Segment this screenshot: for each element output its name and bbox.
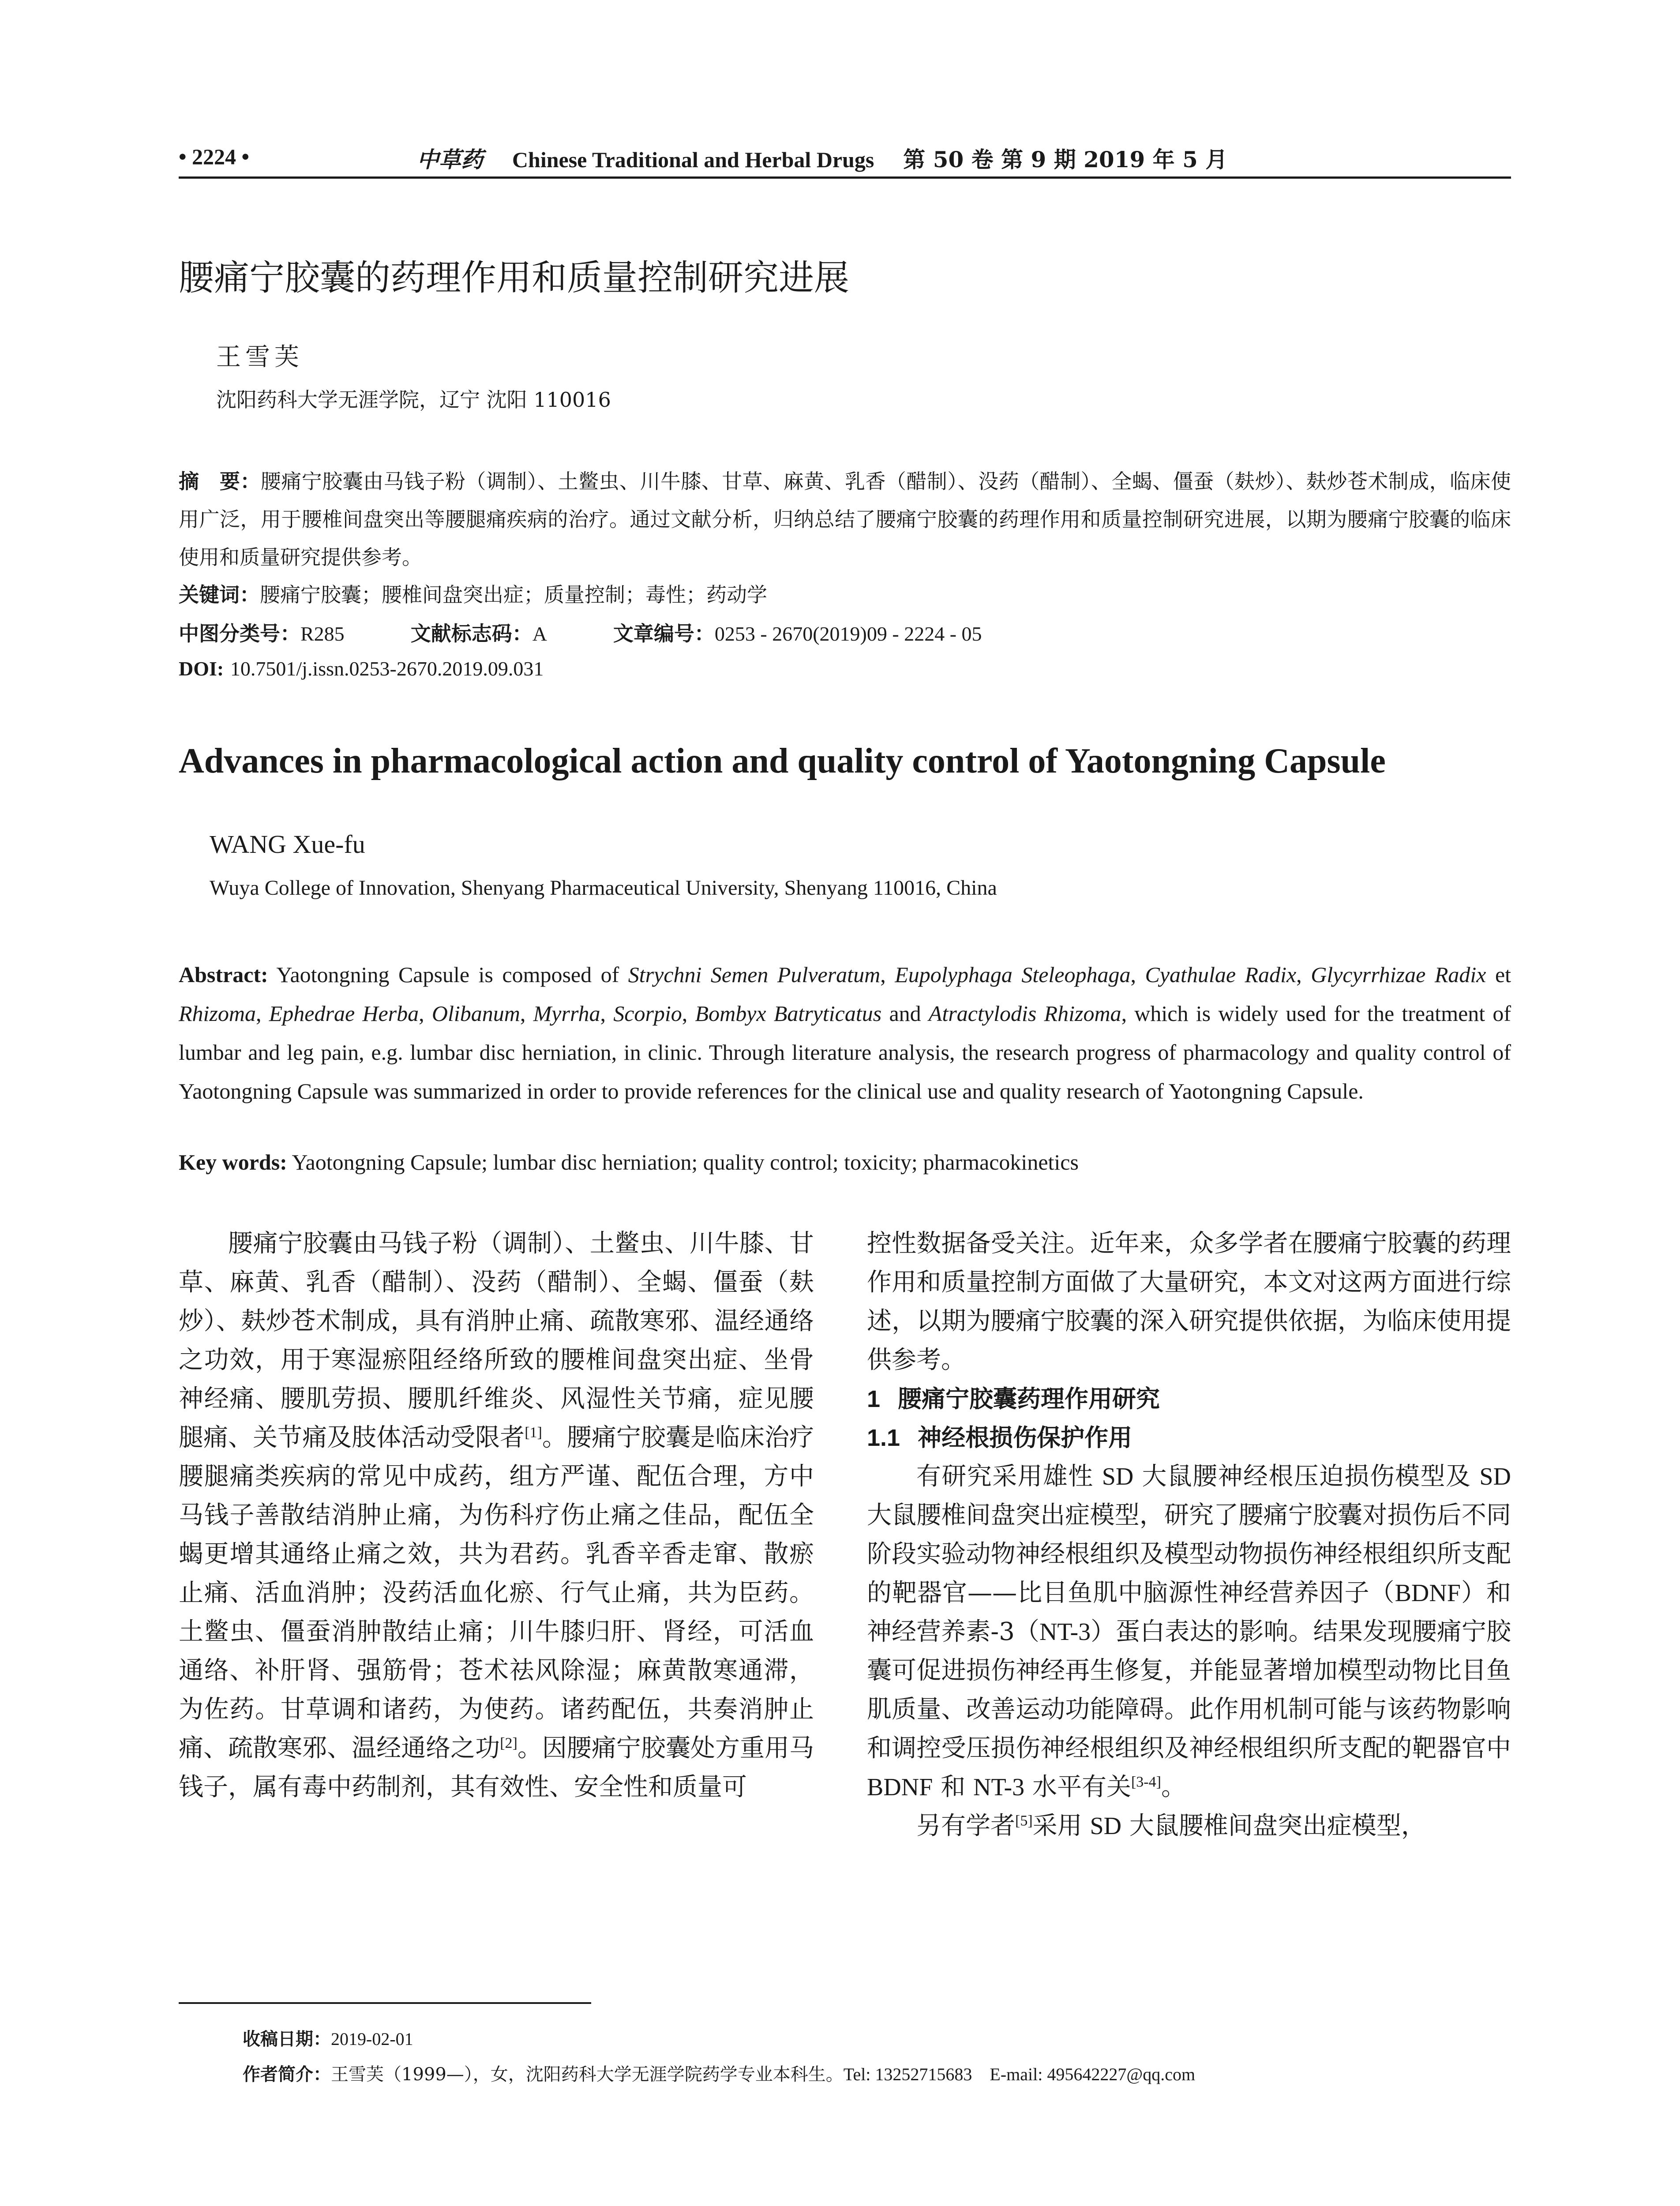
author-cn: 王雪芙 bbox=[216, 343, 304, 371]
latin-name: Olibanum bbox=[431, 1001, 520, 1026]
abstract-en-label: Abstract: bbox=[179, 962, 268, 987]
body-text: 另有学者 bbox=[916, 1812, 1015, 1840]
keywords-cn-label: 关键词： bbox=[179, 583, 260, 607]
latin-name: Rhizoma bbox=[179, 1001, 256, 1026]
body-text: 采用 bbox=[1032, 1812, 1090, 1840]
author-en: WANG Xue-fu bbox=[210, 830, 365, 859]
keywords-cn-text: 腰痛宁胶囊；腰椎间盘突出症；质量控制；毒性；药动学 bbox=[260, 583, 767, 607]
abstract-en-text: Yaotongning Capsule is composed of bbox=[268, 962, 628, 987]
body-text: 大鼠腰神经根压迫损伤模型及 bbox=[1133, 1462, 1480, 1491]
bio-label: 作者简介： bbox=[243, 2064, 331, 2085]
citation-ref[interactable]: [2] bbox=[500, 1735, 518, 1752]
classification-row bbox=[179, 618, 982, 647]
body-term: SD bbox=[1090, 1812, 1122, 1840]
article-title-cn: 腰痛宁胶囊的药理作用和质量控制研究进展 bbox=[179, 257, 849, 298]
section-number: 1.1 bbox=[867, 1425, 900, 1451]
keywords-en-label: Key words: bbox=[179, 1150, 287, 1174]
abstract-en-text: , bbox=[682, 1001, 695, 1026]
abstract-cn-text: 腰痛宁胶囊由马钱子粉（调制）、土鳖虫、川牛膝、甘草、麻黄、乳香（醋制）、没药（醋制）、全蝎、僵蚕（麸炒）、麸炒苍术制成，临床使用广泛，用于腰椎间盘突出等腰腿痛疾病的治疗。通过文献分析，归纳总结了腰痛宁胶囊的药理作用和质量控制研究进展，以期为腰痛宁胶囊的临床使用和质量研究提供参考。 bbox=[179, 469, 1511, 569]
body-column-left bbox=[179, 1224, 814, 1807]
abstract-en-text: et bbox=[1486, 962, 1511, 987]
doc-code-value: A bbox=[532, 623, 547, 645]
body-paragraph bbox=[867, 1224, 1511, 1380]
latin-name: Eupolyphaga Steleophaga bbox=[895, 962, 1131, 987]
doi-label: DOI: bbox=[179, 657, 224, 680]
section-title: 神经根损伤保护作用 bbox=[918, 1424, 1132, 1452]
article-no-label: 文章编号： bbox=[613, 622, 715, 645]
section-title: 腰痛宁胶囊药理作用研究 bbox=[898, 1385, 1160, 1413]
body-text: ）和神经营养素-3（ bbox=[867, 1579, 1511, 1646]
body-text: 。腰痛宁胶囊是临床治疗腰腿痛类疾病的常见中成药，组方严谨、配伍合理，方中马钱子善散结消肿止痛，为伤科疗伤止痛之佳品，配伍全蝎更增其通络止痛之效，共为君药。乳香辛香走窜、散瘀止痛、活血消肿；没药活血化瘀、行气止痛，共为臣药。土鳖虫、僵蚕消肿散结止痛；川牛膝归肝、肾经，可活血通络、补肝肾、强筋骨；苍术祛风除湿；麻黄散寒通滞，为佐药。甘草调和诸药，为使药。诸药配伍，共奏消肿止痛、疏散寒邪、温经通络之功 bbox=[179, 1423, 814, 1763]
citation-ref[interactable]: [5] bbox=[1015, 1812, 1033, 1829]
body-paragraph bbox=[179, 1224, 814, 1807]
body-term: SD bbox=[1102, 1463, 1134, 1490]
body-term: NT-3 bbox=[973, 1774, 1025, 1801]
abstract-en-text: , bbox=[520, 1001, 533, 1026]
body-term: BDNF bbox=[867, 1774, 933, 1801]
latin-name: Scorpio bbox=[613, 1001, 682, 1026]
body-term: SD bbox=[1479, 1463, 1511, 1490]
body-term: BDNF bbox=[1395, 1579, 1461, 1607]
body-text: 有研究采用雄性 bbox=[916, 1462, 1102, 1491]
section-heading-1 bbox=[867, 1380, 1511, 1418]
body-column-right bbox=[867, 1224, 1511, 1846]
doi-value[interactable]: 10.7501/j.issn.0253-2670.2019.09.031 bbox=[230, 657, 544, 680]
citation-ref[interactable]: [3-4] bbox=[1131, 1774, 1161, 1790]
body-text: 水平有关 bbox=[1024, 1773, 1131, 1801]
issue-info: 第 50 卷 第 9 期 2019 年 5 月 bbox=[903, 146, 1228, 173]
affiliation-en: Wuya College of Innovation, Shenyang Pharmaceutical University, Shenyang 110016, China bbox=[210, 876, 997, 900]
body-text: 控性数据备受关注。近年来，众多学者在腰痛宁胶囊的药理作用和质量控制方面做了大量研究，本文对这两方面进行综述，以期为腰痛宁胶囊的深入研究提供依据，为临床使用提供参考。 bbox=[867, 1229, 1511, 1374]
section-number: 1 bbox=[867, 1386, 881, 1412]
body-text: 。 bbox=[1161, 1773, 1186, 1801]
keywords-en bbox=[179, 1149, 1079, 1175]
latin-name: Strychni Semen Pulveratum bbox=[628, 962, 881, 987]
received-date bbox=[243, 2025, 413, 2050]
latin-name: Bombyx Batryticatus bbox=[695, 1001, 882, 1026]
latin-name: Myrrha bbox=[533, 1001, 600, 1026]
abstract-en-text: , bbox=[256, 1001, 269, 1026]
header-rule bbox=[179, 176, 1511, 179]
journal-name: Chinese Traditional and Herbal Drugs bbox=[512, 147, 874, 172]
latin-name: Glycyrrhizae Radix bbox=[1311, 962, 1486, 987]
abstract-en-text: , which is widely used for the treatment of lumbar and leg pain, e.g. lumbar disc herniation, in clinic. Through literature analysis, the research progress of pharmacology and quality control of Yaotongning Capsule was summarized in order to provide references for the clinical use and quality research of Yaotongning Capsule. bbox=[179, 1001, 1511, 1103]
body-text: 。因腰痛宁胶囊处方重用马钱子，属有毒中药制剂，其有效性、安全性和质量可 bbox=[179, 1734, 814, 1801]
body-text: ）蛋白表达的影响。结果发现腰痛宁胶囊可促进损伤神经再生修复，并能显著增加模型动物比目鱼肌质量、改善运动功能障碍。此作用机制可能与该药物影响和调控受压损伤神经根组织及神经根组织所支配的靶器官中 bbox=[867, 1617, 1511, 1763]
abstract-cn bbox=[179, 462, 1511, 576]
abstract-en-text: , bbox=[600, 1001, 614, 1026]
bio-contact[interactable]: Tel: 13252715683 E-mail: 495642227@qq.com bbox=[843, 2064, 1196, 2084]
abstract-en-text: , bbox=[419, 1001, 432, 1026]
page-number: • 2224 • bbox=[179, 144, 250, 169]
bio-text: 王雪芙（1999—），女，沈阳药科大学无涯学院药学专业本科生。 bbox=[331, 2064, 844, 2085]
abstract-en-text: , bbox=[880, 962, 895, 987]
abstract-en-text: and bbox=[881, 1001, 929, 1026]
latin-name: Ephedrae Herba bbox=[269, 1001, 419, 1026]
keywords-en-text: Yaotongning Capsule; lumbar disc herniation; quality control; toxicity; pharmacokinetics bbox=[287, 1150, 1079, 1174]
citation-ref[interactable]: [1] bbox=[525, 1424, 542, 1441]
body-text: 和 bbox=[933, 1773, 973, 1801]
doi-row bbox=[179, 657, 544, 680]
latin-name: Cyathulae Radix bbox=[1145, 962, 1297, 987]
body-term: NT-3 bbox=[1039, 1618, 1091, 1646]
keywords-cn bbox=[179, 579, 767, 608]
journal-header bbox=[417, 142, 1227, 174]
running-header bbox=[179, 140, 1511, 176]
footnote-rule bbox=[179, 2002, 591, 2004]
body-text: 大鼠腰椎间盘突出症模型，研究了腰痛宁胶囊对损伤后不同阶段实验动物神经根组织及模型动物损伤神经根组织所支配的靶器官——比目鱼肌中脑源性神经营养因子（ bbox=[867, 1501, 1511, 1607]
journal-logo: 中草药 bbox=[417, 146, 483, 173]
abstract-cn-label: 摘 要： bbox=[179, 469, 261, 493]
received-label: 收稿日期： bbox=[243, 2029, 331, 2049]
doc-code-label: 文献标志码： bbox=[410, 622, 532, 645]
affiliation-cn: 沈阳药科大学无涯学院，辽宁 沈阳 110016 bbox=[216, 388, 611, 412]
article-title-en: Advances in pharmacological action and quality control of Yaotongning Capsule bbox=[179, 742, 1386, 780]
abstract-en bbox=[179, 955, 1511, 1111]
section-heading-1-1 bbox=[867, 1418, 1511, 1457]
clc-label: 中图分类号： bbox=[179, 622, 300, 645]
clc-value: R285 bbox=[300, 623, 345, 645]
body-text: 大鼠腰椎间盘突出症模型， bbox=[1121, 1812, 1426, 1840]
body-text: 腰痛宁胶囊由马钱子粉（调制）、土鳖虫、川牛膝、甘草、麻黄、乳香（醋制）、没药（醋制）、全蝎、僵蚕（麸炒）、麸炒苍术制成，具有消肿止痛、疏散寒邪、温经通络之功效，用于寒湿瘀阻经络所致的腰椎间盘突出症、坐骨神经痛、腰肌劳损、腰肌纤维炎、风湿性关节痛，症见腰腿痛、关节痛及肢体活动受限者 bbox=[179, 1229, 814, 1452]
received-value: 2019-02-01 bbox=[331, 2029, 413, 2049]
abstract-en-text: , bbox=[1296, 962, 1311, 987]
body-paragraph bbox=[867, 1457, 1511, 1807]
author-bio bbox=[243, 2060, 1195, 2086]
body-paragraph bbox=[867, 1807, 1511, 1846]
latin-name: Atractylodis Rhizoma bbox=[928, 1001, 1121, 1026]
abstract-en-text: , bbox=[1130, 962, 1145, 987]
article-no-value: 0253 - 2670(2019)09 - 2224 - 05 bbox=[714, 623, 982, 645]
